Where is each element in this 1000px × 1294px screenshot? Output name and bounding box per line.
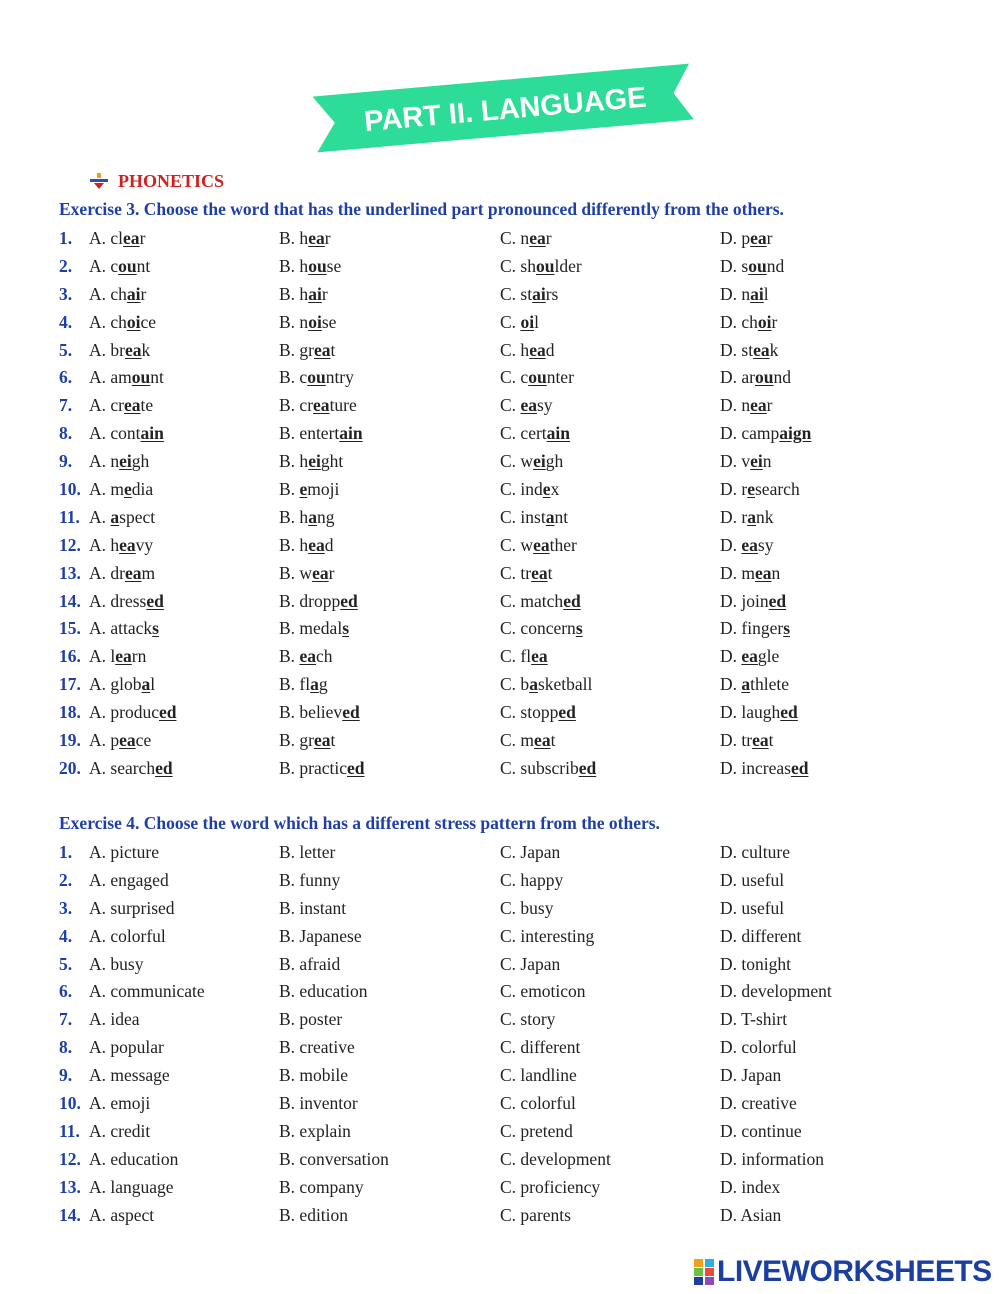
underlined-part: ea bbox=[753, 339, 770, 360]
option-c: C. near bbox=[500, 228, 552, 248]
option-b: B. creature bbox=[279, 395, 357, 416]
underlined-part: ea bbox=[123, 228, 140, 248]
underlined-part: aign bbox=[779, 423, 812, 444]
underlined-part: ea bbox=[531, 562, 548, 583]
underlined-part: ed bbox=[563, 590, 581, 611]
exercise-3-list bbox=[59, 225, 939, 783]
question-row bbox=[59, 225, 939, 253]
underlined-part: a bbox=[110, 506, 120, 527]
option-b: B. funny bbox=[279, 869, 341, 890]
underlined-part: ed bbox=[558, 702, 576, 723]
option-c: C. concerns bbox=[500, 618, 583, 639]
question-number: 9. bbox=[59, 451, 73, 472]
question-row bbox=[59, 1090, 939, 1118]
question-row bbox=[59, 923, 939, 951]
exercise-3-title: Exercise 3. Choose the word that has the underlined part pronounced differently from the others. bbox=[59, 199, 784, 219]
question-row bbox=[59, 1006, 939, 1034]
option-b: B. each bbox=[279, 646, 333, 667]
option-b: B. explain bbox=[279, 1120, 351, 1141]
option-b: B. poster bbox=[279, 1009, 343, 1030]
question-row bbox=[59, 392, 939, 420]
underlined-part: ai bbox=[308, 283, 322, 304]
underlined-part: s bbox=[152, 618, 159, 639]
underlined-part: ea bbox=[529, 228, 546, 248]
question-number: 15. bbox=[59, 618, 81, 639]
option-c: C. oil bbox=[500, 311, 539, 332]
underlined-part: oi bbox=[757, 311, 772, 332]
question-row bbox=[59, 839, 939, 867]
underlined-part: ea bbox=[520, 395, 537, 416]
option-a: A. chair bbox=[89, 283, 147, 304]
title-banner bbox=[308, 58, 698, 154]
option-b: B. instant bbox=[279, 897, 347, 918]
question-number: 4. bbox=[59, 311, 73, 332]
underlined-part: a bbox=[545, 506, 555, 527]
option-b: B. education bbox=[279, 981, 368, 1002]
question-number: 6. bbox=[59, 367, 73, 388]
underlined-part: ed bbox=[155, 757, 173, 778]
underlined-part: ea bbox=[119, 534, 136, 555]
option-a: A. choice bbox=[89, 311, 157, 332]
option-d: D. choir bbox=[720, 311, 778, 332]
option-d: D. research bbox=[720, 479, 800, 500]
section-heading bbox=[88, 171, 224, 192]
question-number: 17. bbox=[59, 674, 81, 695]
underlined-part: ai bbox=[750, 283, 764, 304]
underlined-part: oi bbox=[308, 311, 322, 332]
option-d: D. mean bbox=[720, 562, 781, 583]
option-a: A. dream bbox=[89, 562, 156, 583]
option-d: D. near bbox=[720, 395, 773, 416]
underlined-part: ea bbox=[531, 646, 548, 667]
option-d: D. joined bbox=[720, 590, 787, 611]
underlined-part: ea bbox=[741, 534, 758, 555]
option-a: A. popular bbox=[89, 1037, 164, 1058]
underlined-part: ed bbox=[780, 702, 798, 723]
underlined-part: ou bbox=[131, 367, 151, 388]
option-d: D. nail bbox=[720, 283, 769, 304]
underlined-part: e bbox=[299, 479, 308, 500]
option-c: C. certain bbox=[500, 423, 571, 444]
option-b: B. afraid bbox=[279, 953, 341, 974]
option-a: A. searched bbox=[89, 757, 173, 778]
underlined-part: ou bbox=[754, 367, 774, 388]
underlined-part: ea bbox=[314, 339, 331, 360]
question-row bbox=[59, 532, 939, 560]
option-a: A. credit bbox=[89, 1120, 151, 1141]
underlined-part: ei bbox=[119, 451, 132, 472]
option-d: D. eagle bbox=[720, 646, 780, 667]
option-a: A. neigh bbox=[89, 451, 150, 472]
option-a: A. media bbox=[89, 479, 154, 500]
underlined-part: ea bbox=[313, 395, 330, 416]
question-row bbox=[59, 1062, 939, 1090]
option-d: D. fingers bbox=[720, 618, 790, 639]
option-b: B. wear bbox=[279, 562, 335, 583]
option-d: D. around bbox=[720, 367, 791, 388]
question-number: 5. bbox=[59, 339, 73, 360]
option-c: C. busy bbox=[500, 897, 554, 918]
option-b: B. believed bbox=[279, 702, 360, 723]
option-a: A. peace bbox=[89, 730, 152, 751]
exercise-4-title: Exercise 4. Choose the word which has a different stress pattern from the others. bbox=[59, 813, 660, 833]
question-row bbox=[59, 560, 939, 588]
option-c: C. emoticon bbox=[500, 981, 586, 1002]
option-a: A. heavy bbox=[89, 534, 154, 555]
liveworksheets-logo-icon bbox=[694, 1259, 714, 1285]
question-number: 1. bbox=[59, 228, 73, 248]
option-c: C. pretend bbox=[500, 1120, 573, 1141]
underlined-part: ou bbox=[307, 367, 326, 388]
bullet-arrow-icon bbox=[88, 172, 110, 192]
underlined-part: a bbox=[529, 674, 538, 695]
option-d: D. information bbox=[720, 1148, 825, 1169]
question-row bbox=[59, 253, 939, 281]
underlined-part: ed bbox=[790, 757, 809, 778]
option-a: A. picture bbox=[89, 842, 159, 862]
option-b: B. great bbox=[279, 339, 336, 360]
underlined-part: ed bbox=[340, 590, 358, 611]
option-c: C. instant bbox=[500, 506, 569, 527]
underlined-part: ea bbox=[124, 562, 142, 583]
question-number: 16. bbox=[59, 646, 81, 667]
option-c: C. proficiency bbox=[500, 1176, 601, 1197]
question-row bbox=[59, 281, 939, 309]
option-b: B. head bbox=[279, 534, 334, 555]
question-number: 6. bbox=[59, 981, 73, 1002]
underlined-part: ou bbox=[535, 255, 555, 276]
underlined-part: ou bbox=[748, 255, 767, 276]
underlined-part: s bbox=[575, 618, 583, 639]
option-b: B. creative bbox=[279, 1037, 355, 1058]
option-a: A. language bbox=[89, 1176, 174, 1197]
question-row bbox=[59, 867, 939, 895]
underlined-part: ou bbox=[118, 255, 137, 276]
option-b: B. hair bbox=[279, 283, 328, 304]
option-c: C. happy bbox=[500, 869, 564, 890]
option-a: A. colorful bbox=[89, 925, 166, 946]
underlined-part: ea bbox=[314, 730, 331, 751]
option-a: A. dressed bbox=[89, 590, 164, 611]
question-number: 8. bbox=[59, 1037, 73, 1058]
underlined-part: oi bbox=[520, 311, 535, 332]
question-row bbox=[59, 476, 939, 504]
question-number: 12. bbox=[59, 1148, 81, 1169]
option-c: C. basketball bbox=[500, 674, 593, 695]
question-number: 19. bbox=[59, 730, 81, 751]
option-a: A. idea bbox=[89, 1009, 140, 1030]
option-d: D. development bbox=[720, 981, 832, 1002]
question-number: 18. bbox=[59, 702, 81, 723]
option-b: B. height bbox=[279, 451, 344, 472]
question-row bbox=[59, 755, 939, 783]
question-number: 5. bbox=[59, 953, 73, 974]
option-b: B. hear bbox=[279, 228, 331, 248]
question-row bbox=[59, 978, 939, 1006]
option-d: D. tonight bbox=[720, 953, 791, 974]
question-number: 10. bbox=[59, 1093, 81, 1114]
underlined-part: ea bbox=[750, 228, 767, 248]
option-d: D. athlete bbox=[720, 674, 790, 695]
underlined-part: ed bbox=[768, 590, 787, 611]
question-row bbox=[59, 699, 939, 727]
question-row bbox=[59, 727, 939, 755]
option-a: A. education bbox=[89, 1148, 179, 1169]
option-a: A. surprised bbox=[89, 897, 175, 918]
question-row bbox=[59, 420, 939, 448]
question-number: 11. bbox=[59, 506, 80, 527]
question-row bbox=[59, 504, 939, 532]
option-d: D. culture bbox=[720, 842, 790, 862]
question-number: 13. bbox=[59, 1176, 81, 1197]
underlined-part: a bbox=[741, 674, 751, 695]
underlined-part: ed bbox=[146, 590, 164, 611]
option-b: B. dropped bbox=[279, 590, 358, 611]
footer-brand bbox=[694, 1255, 992, 1289]
question-row bbox=[59, 1034, 939, 1062]
option-a: A. clear bbox=[89, 228, 146, 248]
question-number: 3. bbox=[59, 283, 73, 304]
option-d: D. treat bbox=[720, 730, 774, 751]
underlined-part: e bbox=[124, 479, 132, 500]
option-b: B. flag bbox=[279, 674, 328, 695]
underlined-part: ea bbox=[124, 339, 142, 360]
option-a: A. produced bbox=[89, 702, 177, 723]
underlined-part: ea bbox=[308, 534, 325, 555]
option-b: B. hang bbox=[279, 506, 335, 527]
option-b: B. house bbox=[279, 255, 342, 276]
underlined-part: ain bbox=[546, 423, 571, 444]
option-d: D. steak bbox=[720, 339, 779, 360]
underlined-part: ou bbox=[308, 255, 327, 276]
option-d: D. T-shirt bbox=[720, 1009, 788, 1030]
underlined-part: ei bbox=[750, 451, 763, 472]
option-a: A. contain bbox=[89, 423, 164, 444]
option-c: C. colorful bbox=[500, 1093, 576, 1114]
option-d: D. rank bbox=[720, 506, 774, 527]
question-number: 13. bbox=[59, 562, 81, 583]
option-c: C. index bbox=[500, 479, 560, 500]
underlined-part: a bbox=[308, 506, 317, 527]
option-d: D. Japan bbox=[720, 1065, 782, 1086]
option-c: C. head bbox=[500, 339, 555, 360]
underlined-part: ed bbox=[158, 702, 177, 723]
option-c: C. interesting bbox=[500, 925, 595, 946]
question-row bbox=[59, 951, 939, 979]
underlined-part: ea bbox=[750, 395, 767, 416]
option-d: D. laughed bbox=[720, 702, 798, 723]
question-number: 9. bbox=[59, 1065, 73, 1086]
option-c: C. treat bbox=[500, 562, 553, 583]
underlined-part: ei bbox=[308, 451, 321, 472]
question-number: 20. bbox=[59, 757, 81, 778]
option-c: C. meat bbox=[500, 730, 556, 751]
option-b: B. Japanese bbox=[279, 925, 362, 946]
option-a: A. amount bbox=[89, 367, 164, 388]
question-row bbox=[59, 643, 939, 671]
underlined-part: s bbox=[783, 618, 790, 639]
option-c: C. stopped bbox=[500, 702, 576, 723]
underlined-part: ou bbox=[528, 367, 547, 388]
question-number: 10. bbox=[59, 479, 81, 500]
section-title: PHONETICS bbox=[118, 171, 225, 191]
option-c: C. Japan bbox=[500, 842, 561, 862]
option-d: D. vein bbox=[720, 451, 772, 472]
option-c: C. weather bbox=[500, 534, 577, 555]
option-c: C. matched bbox=[500, 590, 581, 611]
underlined-part: ea bbox=[529, 339, 546, 360]
option-b: B. edition bbox=[279, 1204, 349, 1225]
underlined-part: ea bbox=[123, 395, 141, 416]
underlined-part: s bbox=[342, 618, 349, 639]
option-c: C. development bbox=[500, 1148, 611, 1169]
underlined-part: ea bbox=[119, 730, 136, 751]
option-d: D. colorful bbox=[720, 1037, 797, 1058]
option-d: D. pear bbox=[720, 228, 773, 248]
underlined-part: ain bbox=[140, 423, 164, 444]
underlined-part: ed bbox=[342, 702, 360, 723]
underlined-part: ea bbox=[533, 534, 550, 555]
question-number: 14. bbox=[59, 590, 81, 611]
option-a: A. communicate bbox=[89, 981, 205, 1002]
option-a: A. attacks bbox=[89, 618, 159, 639]
option-b: B. conversation bbox=[279, 1148, 389, 1169]
underlined-part: a bbox=[747, 506, 756, 527]
underlined-part: ea bbox=[534, 730, 551, 751]
question-row bbox=[59, 1118, 939, 1146]
exercise-4-list bbox=[59, 839, 939, 1229]
option-c: C. Japan bbox=[500, 953, 561, 974]
underlined-part: ea bbox=[752, 730, 769, 751]
option-d: D. index bbox=[720, 1176, 781, 1197]
question-number: 3. bbox=[59, 897, 73, 918]
question-number: 4. bbox=[59, 925, 73, 946]
option-c: C. landline bbox=[500, 1065, 577, 1086]
option-d: D. continue bbox=[720, 1120, 802, 1141]
option-b: B. company bbox=[279, 1176, 364, 1197]
underlined-part: e bbox=[542, 479, 551, 500]
underlined-part: ed bbox=[578, 757, 597, 778]
option-d: D. sound bbox=[720, 255, 785, 276]
option-a: A. busy bbox=[89, 953, 144, 974]
option-a: A. aspect bbox=[89, 506, 156, 527]
option-b: B. noise bbox=[279, 311, 337, 332]
option-a: A. engaged bbox=[89, 869, 169, 890]
question-row bbox=[59, 671, 939, 699]
option-d: D. increased bbox=[720, 757, 809, 778]
underlined-part: ea bbox=[312, 562, 329, 583]
option-b: B. medals bbox=[279, 618, 349, 639]
question-number: 1. bbox=[59, 842, 73, 862]
question-row bbox=[59, 1202, 939, 1230]
option-b: B. entertain bbox=[279, 423, 363, 444]
option-a: A. learn bbox=[89, 646, 147, 667]
question-row bbox=[59, 309, 939, 337]
underlined-part: ea bbox=[308, 228, 325, 248]
question-row bbox=[59, 895, 939, 923]
option-a: A. message bbox=[89, 1065, 170, 1086]
option-d: D. different bbox=[720, 925, 802, 946]
option-c: C. subscribed bbox=[500, 757, 597, 778]
option-c: C. flea bbox=[500, 646, 548, 667]
option-a: A. emoji bbox=[89, 1093, 151, 1114]
underlined-part: ea bbox=[299, 646, 316, 667]
option-b: B. letter bbox=[279, 842, 336, 862]
banner-ribbon bbox=[308, 58, 698, 154]
option-b: B. emoji bbox=[279, 479, 340, 500]
question-row bbox=[59, 588, 939, 616]
underlined-part: ea bbox=[755, 562, 772, 583]
question-number: 8. bbox=[59, 423, 73, 444]
option-a: A. break bbox=[89, 339, 151, 360]
question-row bbox=[59, 364, 939, 392]
underlined-part: oi bbox=[126, 311, 141, 332]
underlined-part: a bbox=[141, 674, 151, 695]
question-row bbox=[59, 448, 939, 476]
option-c: C. easy bbox=[500, 395, 553, 416]
question-number: 14. bbox=[59, 1204, 81, 1225]
option-c: C. story bbox=[500, 1009, 556, 1030]
option-a: A. create bbox=[89, 395, 154, 416]
option-a: A. global bbox=[89, 674, 156, 695]
underlined-part: ei bbox=[533, 451, 546, 472]
underlined-part: ed bbox=[347, 757, 365, 778]
question-number: 2. bbox=[59, 869, 73, 890]
option-c: C. weigh bbox=[500, 451, 564, 472]
question-number: 11. bbox=[59, 1120, 80, 1141]
footer-brand-text: LIVEWORKSHEETS bbox=[717, 1255, 992, 1288]
option-c: C. different bbox=[500, 1037, 581, 1058]
underlined-part: ain bbox=[339, 423, 363, 444]
question-row bbox=[59, 337, 939, 365]
underlined-part: e bbox=[747, 479, 755, 500]
underlined-part: ai bbox=[126, 283, 141, 304]
option-c: C. stairs bbox=[500, 283, 559, 304]
option-d: D. easy bbox=[720, 534, 774, 555]
option-d: D. useful bbox=[720, 897, 785, 918]
option-c: C. shoulder bbox=[500, 255, 582, 276]
option-c: C. parents bbox=[500, 1204, 571, 1225]
option-d: D. useful bbox=[720, 869, 785, 890]
question-number: 7. bbox=[59, 395, 73, 416]
option-b: B. practiced bbox=[279, 757, 365, 778]
underlined-part: a bbox=[310, 674, 319, 695]
option-b: B. great bbox=[279, 730, 336, 751]
question-row bbox=[59, 1146, 939, 1174]
option-a: A. count bbox=[89, 255, 151, 276]
option-a: A. aspect bbox=[89, 1204, 155, 1225]
option-b: B. inventor bbox=[279, 1093, 358, 1114]
option-c: C. counter bbox=[500, 367, 574, 388]
banner-title: PART II. LANGUAGE bbox=[362, 81, 648, 139]
option-d: D. campaign bbox=[720, 423, 812, 444]
option-d: D. Asian bbox=[720, 1204, 782, 1225]
question-number: 7. bbox=[59, 1009, 73, 1030]
question-row bbox=[59, 1174, 939, 1202]
underlined-part: ai bbox=[532, 283, 546, 304]
option-b: B. country bbox=[279, 367, 354, 388]
underlined-part: ea bbox=[115, 646, 132, 667]
underlined-part: ea bbox=[741, 646, 758, 667]
option-b: B. mobile bbox=[279, 1065, 349, 1086]
question-row bbox=[59, 615, 939, 643]
option-d: D. creative bbox=[720, 1093, 797, 1114]
question-number: 12. bbox=[59, 534, 81, 555]
question-number: 2. bbox=[59, 255, 73, 276]
